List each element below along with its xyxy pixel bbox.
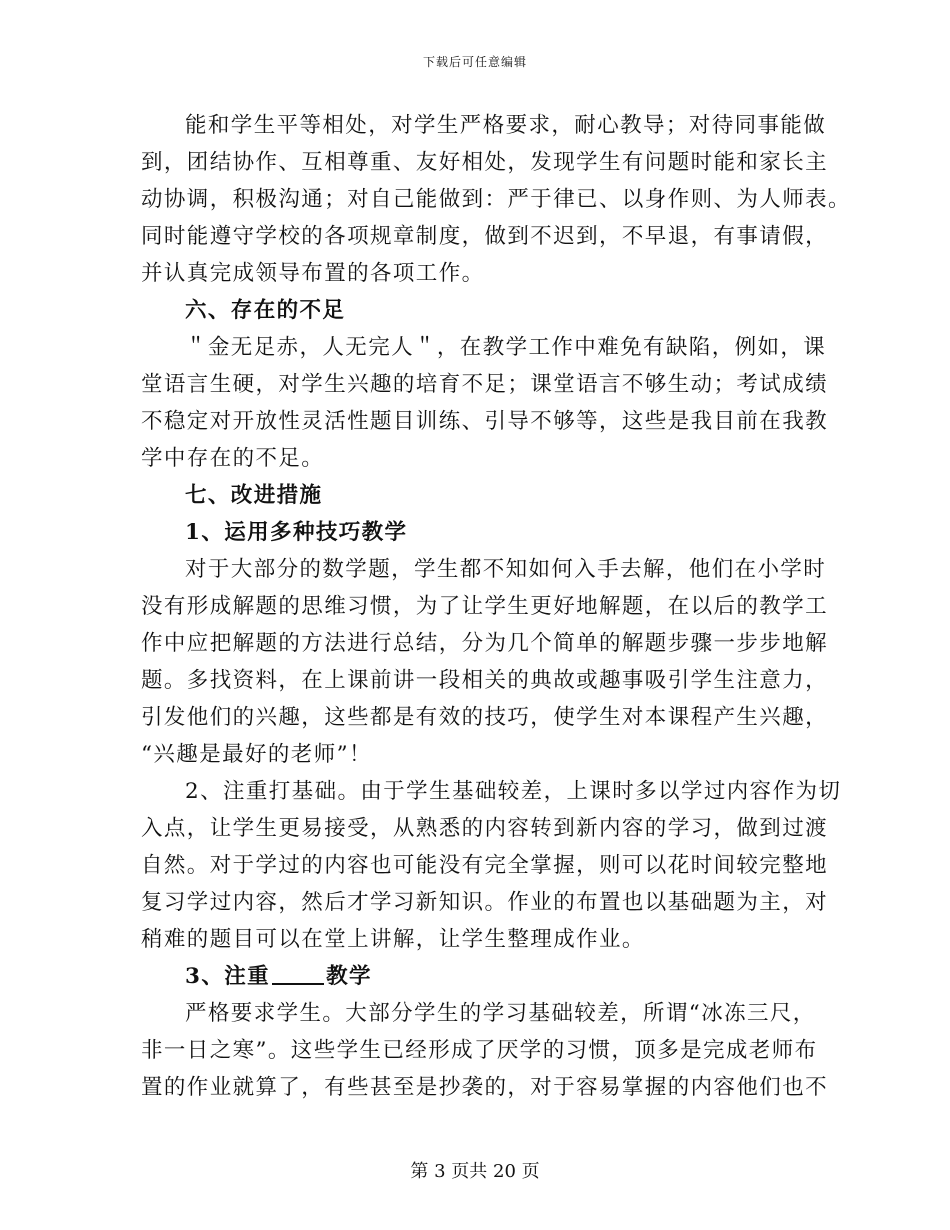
heading-part: 教学: [326, 964, 372, 989]
text-line: ＂金无足赤，人无完人＂，在教学工作中难免有缺陷，例如，课: [185, 335, 827, 360]
text-line: 非一日之寒”。这些学生已经形成了厌学的习惯，顶多是完成老师布: [141, 1038, 818, 1063]
section-heading: 六、存在的不足: [185, 298, 346, 323]
text-line: 题。多找资料，在上课前讲一段相关的典故或趣事吸引学生注意力，: [141, 668, 829, 693]
text-line: 严格要求学生。大部分学生的学习基础较差，所谓“冰冻三尺，: [185, 1001, 816, 1026]
section-heading: 七、改进措施: [185, 483, 323, 508]
text-line: 并认真完成领导布置的各项工作。: [141, 261, 485, 286]
text-line: 入点，让学生更易接受，从熟悉的内容转到新内容的学习，做到过渡: [141, 816, 829, 841]
text-line: 稍难的题目可以在堂上讲解，让学生整理成作业。: [141, 927, 645, 952]
document-body: [141, 107, 851, 1106]
subsection-heading: [141, 958, 821, 995]
text-line: 没有形成解题的思维习惯，为了让学生更好地解题，在以后的教学工: [141, 594, 829, 619]
text-line: 2、注重打基础。由于学生基础较差，上课时多以学过内容作为切: [185, 779, 842, 804]
text-line: 对于大部分的数学题，学生都不知如何入手去解，他们在小学时: [185, 557, 827, 582]
text-line: “兴趣是最好的老师”！: [141, 742, 372, 767]
page-header: 下载后可任意编辑: [422, 55, 527, 69]
subsection-heading: 1、运用多种技巧教学: [185, 520, 408, 545]
text-line: 自然。对于学过的内容也可能没有完全掌握，则可以花时间较完整地: [141, 853, 829, 878]
text-line: 置的作业就算了，有些甚至是抄袭的，对于容易掌握的内容他们也不: [141, 1075, 829, 1100]
text-line: 作中应把解题的方法进行总结，分为几个简单的解题步骤一步步地解: [141, 631, 829, 656]
page-footer: 第 3 页共 20 页: [410, 1161, 540, 1182]
blank-underline: [272, 961, 324, 985]
text-line: 复习学过内容，然后才学习新知识。作业的布置也以基础题为主，对: [141, 890, 829, 915]
text-line: 能和学生平等相处，对学生严格要求，耐心教导；对待同事能做: [185, 113, 827, 138]
text-line: 引发他们的兴趣，这些都是有效的技巧，使学生对本课程产生兴趣，: [141, 705, 829, 730]
text-line: 到，团结协作、互相尊重、友好相处，发现学生有问题时能和家长主: [141, 150, 829, 175]
text-line: 学中存在的不足。: [141, 446, 325, 471]
heading-part: 3、注重: [185, 964, 271, 989]
text-line: 不稳定对开放性灵活性题目训练、引导不够等，这些是我目前在我教: [141, 409, 829, 434]
text-line: 堂语言生硬，对学生兴趣的培育不足；课堂语言不够生动；考试成绩: [141, 372, 829, 397]
text-line: 动协调，积极沟通；对自己能做到：严于律已、以身作则、为人师表。: [141, 187, 851, 212]
text-line: 同时能遵守学校的各项规章制度，做到不迟到，不早退，有事请假，: [141, 224, 829, 249]
